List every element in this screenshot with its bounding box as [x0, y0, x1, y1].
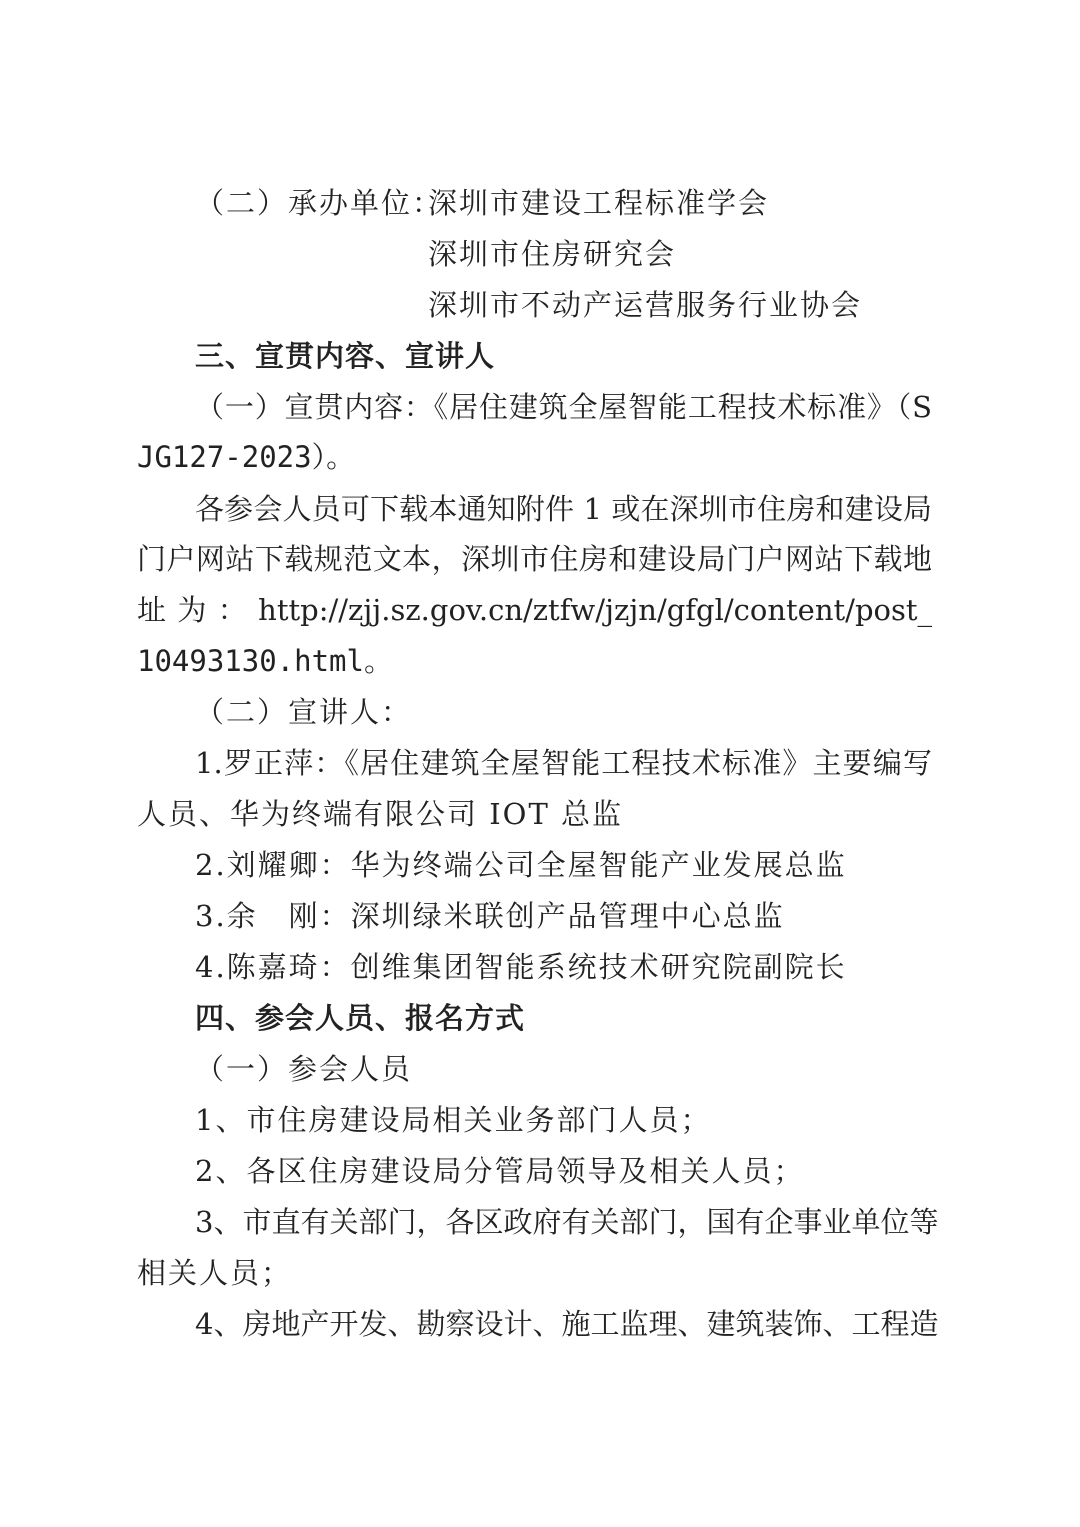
- download-line-1: 各参会人员可下载本通知附件 1 或在深圳市住房和建设局: [195, 492, 932, 526]
- participant-item-4-line-1: 4、房地产开发、勘察设计、施工监理、建筑装饰、工程造: [195, 1307, 939, 1341]
- organizer-unit-3: 深圳市不动产运营服务行业协会: [428, 288, 863, 322]
- download-line-2: 门户网站下载规范文本，深圳市住房和建设局门户网站下载地: [137, 542, 932, 576]
- section-4-heading: 四、参会人员、报名方式: [195, 1001, 526, 1035]
- download-url-line: 址为：http://zjj.sz.gov.cn/ztfw/jzjn/gfgl/content/post_: [137, 593, 932, 627]
- organizer-unit-2: 深圳市住房研究会: [428, 237, 677, 271]
- speakers-label: （二）宣讲人：: [195, 695, 413, 729]
- speaker-1-line-1: 1.罗正萍：《居住建筑全屋智能工程技术标准》主要编写: [195, 746, 932, 780]
- speaker-1-line-2: 人员、华为终端有限公司 IOT 总监: [137, 797, 624, 831]
- participant-item-2: 2、各区住房建设局分管局领导及相关人员；: [195, 1154, 805, 1188]
- content-line-2: JG127-2023）。: [137, 440, 356, 474]
- participant-item-1: 1、市住房建设局相关业务部门人员；: [195, 1103, 712, 1137]
- download-url-tail: 10493130.html。: [137, 644, 393, 678]
- participant-item-3-line-1: 3、市直有关部门，各区政府有关部门，国有企事业单位等: [195, 1205, 939, 1239]
- speaker-2: 2.刘耀卿：华为终端公司全屋智能产业发展总监: [195, 848, 847, 882]
- participants-label: （一）参会人员: [195, 1052, 413, 1086]
- participant-item-3-line-2: 相关人员；: [137, 1256, 293, 1290]
- organizer-unit-1: 深圳市建设工程标准学会: [428, 186, 770, 220]
- speaker-3: 3.余 刚：深圳绿米联创产品管理中心总监: [195, 899, 785, 933]
- content-line-1: （一）宣贯内容：《居住建筑全屋智能工程技术标准》（S: [195, 390, 932, 424]
- speaker-4: 4.陈嘉琦：创维集团智能系统技术研究院副院长: [195, 950, 847, 984]
- section-3-heading: 三、宣贯内容、宣讲人: [195, 339, 496, 373]
- organizer-label: （二）承办单位：: [195, 186, 444, 220]
